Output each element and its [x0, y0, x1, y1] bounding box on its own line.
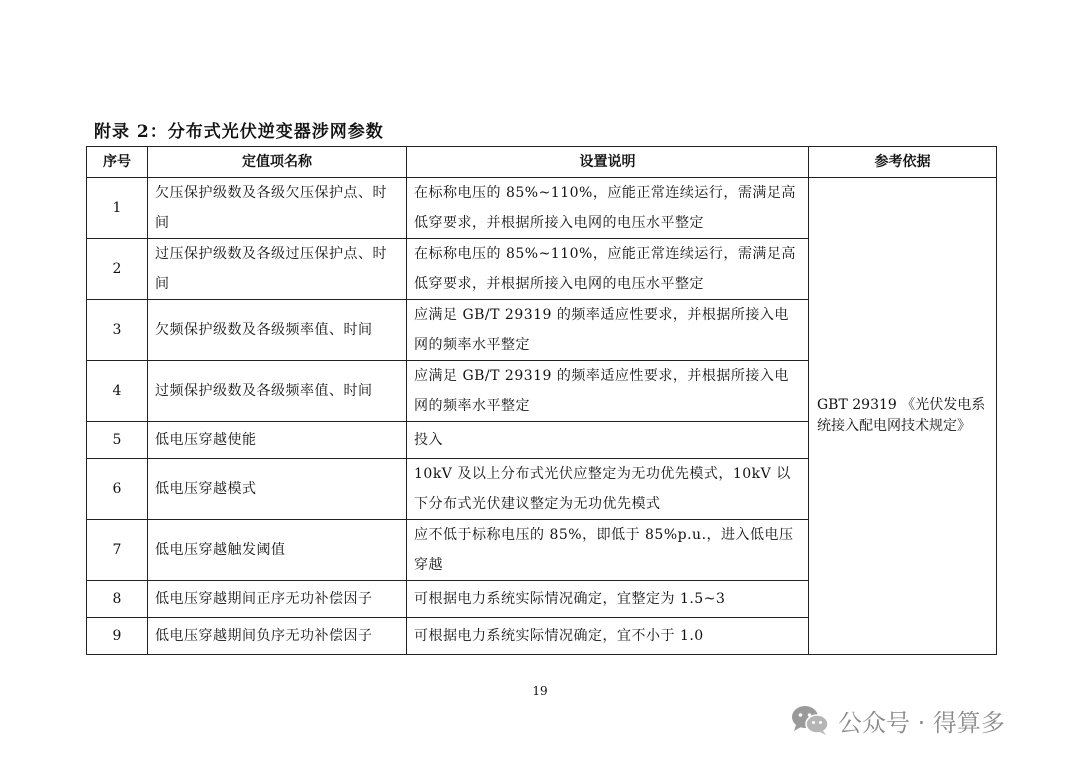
row-description: 可根据电力系统实际情况确定，宜不小于 1.0	[407, 618, 809, 655]
row-item-name: 欠压保护级数及各级欠压保护点、时间	[148, 178, 407, 239]
row-number: 6	[87, 459, 148, 520]
row-number: 1	[87, 178, 148, 239]
row-description: 应满足 GB/T 29319 的频率适应性要求，并根据所接入电网的频率水平整定	[407, 300, 809, 361]
row-item-name: 低电压穿越期间负序无功补偿因子	[148, 618, 407, 655]
table-row	[87, 178, 997, 239]
row-item-name: 过压保护级数及各级过压保护点、时间	[148, 239, 407, 300]
row-description: 投入	[407, 422, 809, 459]
row-description: 10kV 及以上分布式光伏应整定为无功优先模式，10kV 以下分布式光伏建议整定为无功优先模式	[407, 459, 809, 520]
row-item-name: 过频保护级数及各级频率值、时间	[148, 361, 407, 422]
watermark-text: 公众号 · 得算多	[838, 708, 1005, 737]
appendix-title: 附录 2：分布式光伏逆变器涉网参数	[94, 122, 384, 142]
row-item-name: 欠频保护级数及各级频率值、时间	[148, 300, 407, 361]
page-number: 19	[532, 684, 548, 698]
row-item-name: 低电压穿越触发阈值	[148, 520, 407, 581]
row-item-name: 低电压穿越模式	[148, 459, 407, 520]
table-header-row	[87, 147, 997, 178]
row-number: 7	[87, 520, 148, 581]
row-item-name: 低电压穿越使能	[148, 422, 407, 459]
row-description: 应不低于标称电压的 85%，即低于 85%p.u.，进入低电压穿越	[407, 520, 809, 581]
row-number: 2	[87, 239, 148, 300]
header-description: 设置说明	[407, 147, 809, 178]
row-description: 在标称电压的 85%~110%，应能正常连续运行，需满足高低穿要求，并根据所接入电网的电压水平整定	[407, 178, 809, 239]
row-description: 可根据电力系统实际情况确定，宜整定为 1.5~3	[407, 581, 809, 618]
row-number: 9	[87, 618, 148, 655]
row-number: 4	[87, 361, 148, 422]
row-description: 应满足 GB/T 29319 的频率适应性要求，并根据所接入电网的频率水平整定	[407, 361, 809, 422]
header-reference: 参考依据	[809, 147, 997, 178]
header-no: 序号	[87, 147, 148, 178]
row-number: 3	[87, 300, 148, 361]
row-item-name: 低电压穿越期间正序无功补偿因子	[148, 581, 407, 618]
wechat-icon	[790, 704, 830, 736]
row-number: 8	[87, 581, 148, 618]
row-description: 在标称电压的 85%~110%，应能正常连续运行，需满足高低穿要求，并根据所接入电网的电压水平整定	[407, 239, 809, 300]
row-number: 5	[87, 422, 148, 459]
header-item-name: 定值项名称	[148, 147, 407, 178]
parameter-table	[86, 146, 997, 655]
reference-basis: GBT 29319 《光伏发电系统接入配电网技术规定》	[809, 178, 997, 655]
watermark	[790, 700, 1005, 740]
